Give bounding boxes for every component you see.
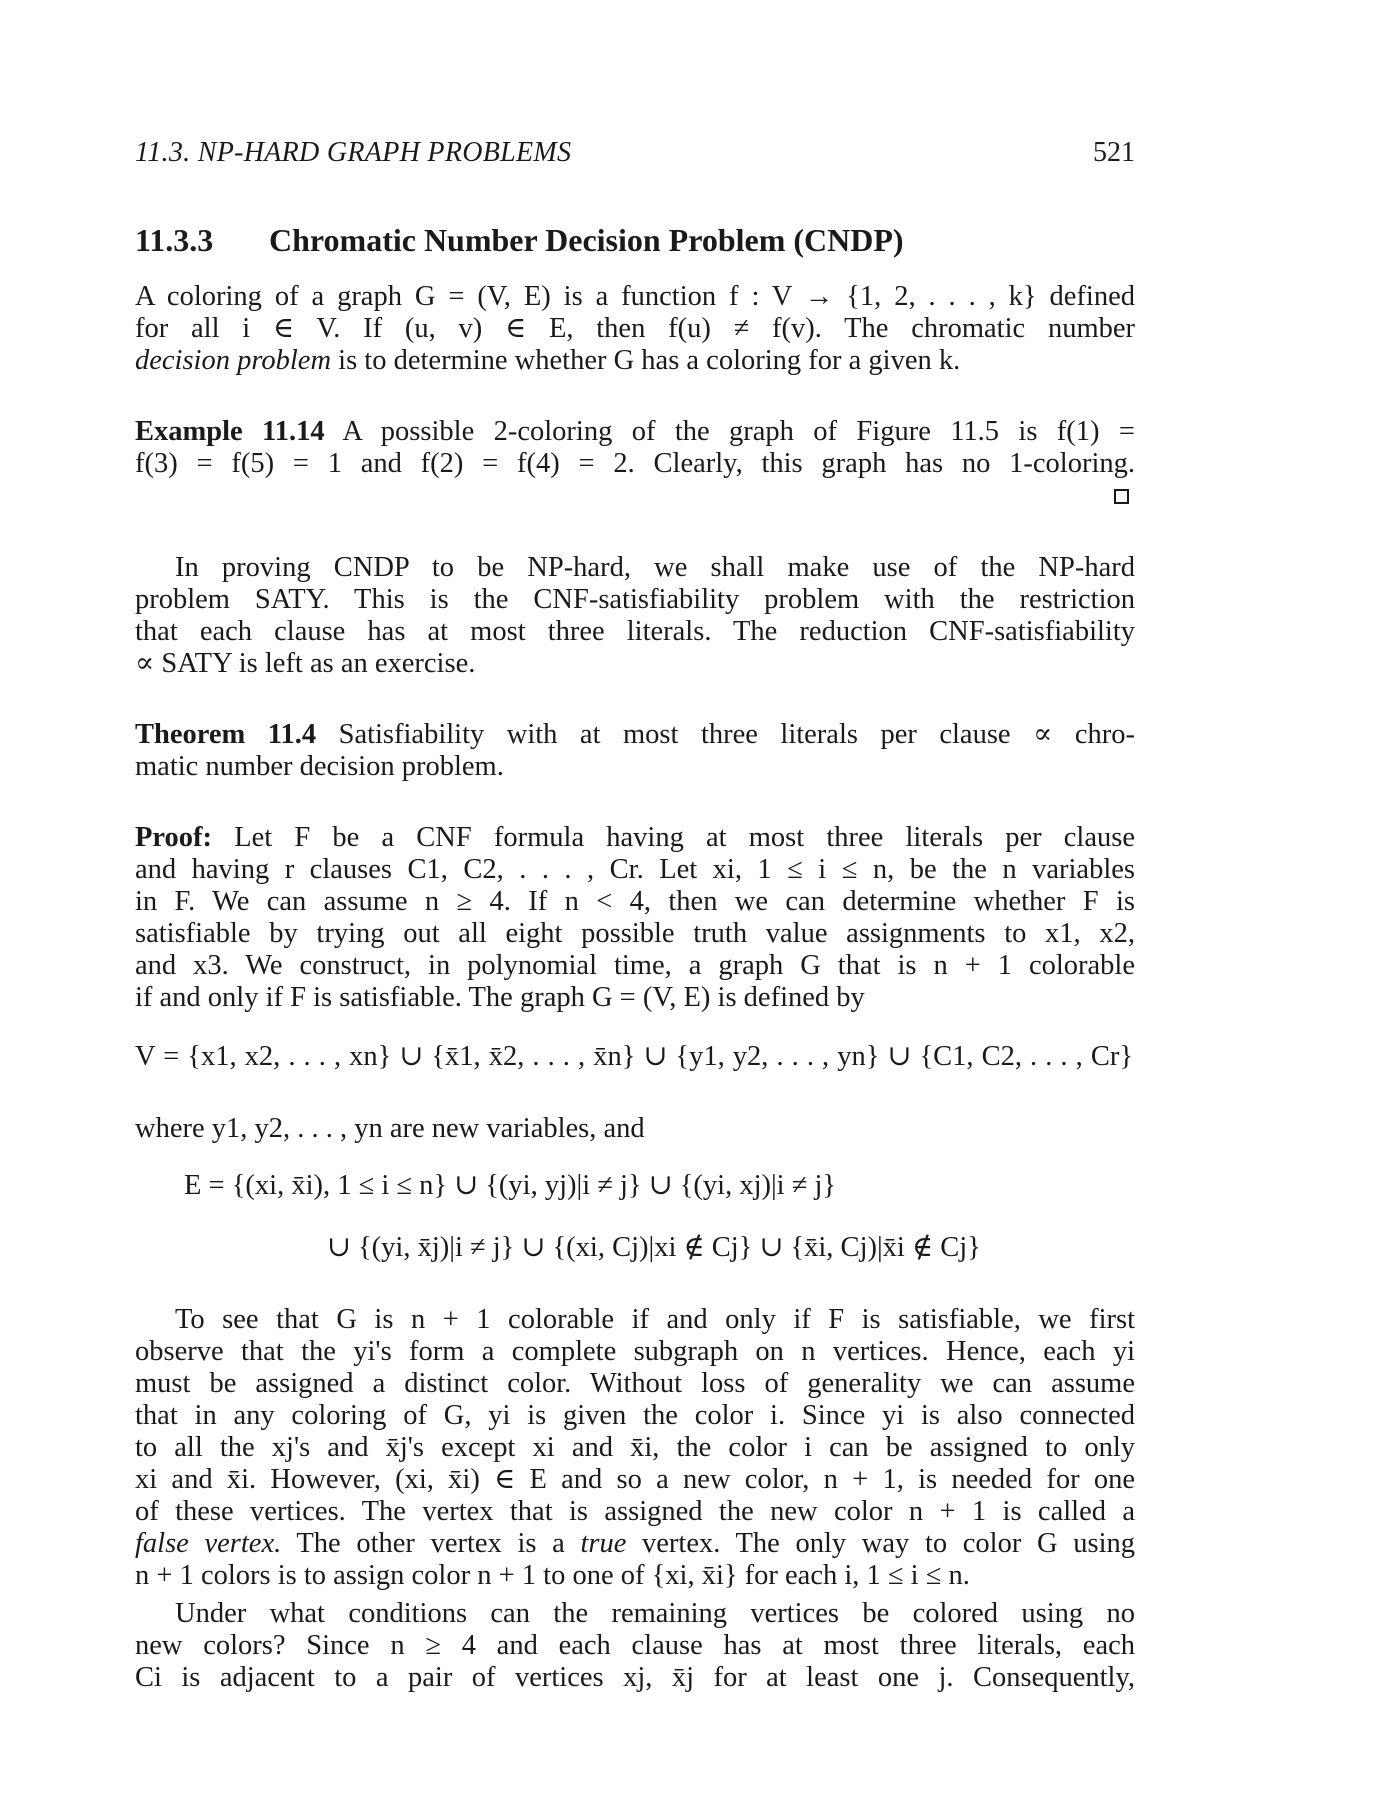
proof-line-1 xyxy=(135,821,1135,854)
proof-line-2: and having r clauses C1, C2, . . . , Cr. Let xi, 1 ≤ i ≤ n, be the n variables xyxy=(135,854,1135,885)
color-line-7: of these vertices. The vertex that is assigned the new color n + 1 is called a xyxy=(135,1496,1135,1527)
example-text-1: A possible 2-coloring of the graph of Figure 11.5 is f(1) = xyxy=(324,416,1135,447)
where-line: where y1, y2, . . . , yn are new variables, and xyxy=(135,1113,645,1144)
proof-line-3: in F. We can assume n ≥ 4. If n < 4, then we can determine whether F is xyxy=(135,886,1135,917)
saty-line-1: In proving CNDP to be NP-hard, we shall make use of the NP-hard xyxy=(175,552,1135,583)
page-number: 521 xyxy=(1093,137,1135,168)
theorem-line-1 xyxy=(135,718,1135,751)
example-line-2: f(3) = f(5) = 1 and f(2) = f(4) = 2. Clearly, this graph has no 1-coloring. xyxy=(135,448,1135,479)
saty-line-2: problem SATY. This is the CNF-satisfiability problem with the restriction xyxy=(135,584,1135,615)
proof-line-5: and x3. We construct, in polynomial time, a graph G that is n + 1 colorable xyxy=(135,950,1135,981)
intro-line-3 xyxy=(135,344,1135,377)
intro-emphasis: decision problem xyxy=(135,345,332,376)
example-line-1 xyxy=(135,415,1135,448)
color-line-4: that in any coloring of G, yi is given the color i. Since yi is also connected xyxy=(135,1400,1135,1431)
theorem-line-2: matic number decision problem. xyxy=(135,751,504,782)
false-vertex-term: false vertex. xyxy=(135,1528,282,1559)
color-line-2: observe that the yi's form a complete subgraph on n vertices. Hence, each yi xyxy=(135,1336,1135,1367)
color-line-3: must be assigned a distinct color. Without loss of generality we can assume xyxy=(135,1368,1135,1399)
color-line-1: To see that G is n + 1 colorable if and only if F is satisfiable, we first xyxy=(175,1304,1135,1335)
proof-line-4: satisfiable by trying out all eight possible truth value assignments to x1, x2, xyxy=(135,918,1135,949)
saty-line-4: ∝ SATY is left as an exercise. xyxy=(135,648,476,679)
color-line-6: xi and x̄i. However, (xi, x̄i) ∈ E and so a new color, n + 1, is needed for one xyxy=(135,1464,1135,1495)
intro-line-3-rest: is to determine whether G has a coloring for a given k. xyxy=(331,345,961,376)
running-head: 11.3. NP-HARD GRAPH PROBLEMS xyxy=(135,137,572,168)
color-line-9: n + 1 colors is to assign color n + 1 to one of {xi, x̄i} for each i, 1 ≤ i ≤ n. xyxy=(135,1560,970,1591)
color-line-8-mid: The other vertex is a xyxy=(281,1528,581,1559)
example-label: Example 11.14 xyxy=(135,416,325,447)
under-line-1: Under what conditions can the remaining vertices be colored using no xyxy=(175,1598,1135,1629)
saty-line-3: that each clause has at most three literals. The reduction CNF-satisfiability xyxy=(135,616,1135,647)
vertex-set-equation: V = {x1, x2, . . . , xn} ∪ {x̄1, x̄2, . . . , x̄n} ∪ {y1, y2, . . . , yn} ∪ {C1, C2, . . . , Cr} xyxy=(135,1041,1133,1072)
theorem-text-1: Satisfiability with at most three literals per clause ∝ chro- xyxy=(316,719,1135,750)
section-heading xyxy=(135,222,904,259)
section-number: 11.3.3 xyxy=(135,222,214,258)
edge-set-equation-1: E = {(xi, x̄i), 1 ≤ i ≤ n} ∪ {(yi, yj)|i ≠ j} ∪ {(yi, xj)|i ≠ j} xyxy=(184,1170,837,1201)
proof-line-6: if and only if F is satisfiable. The graph G = (V, E) is defined by xyxy=(135,982,865,1013)
end-of-example-square xyxy=(1114,489,1129,504)
color-line-8-rest: vertex. The only way to color G using xyxy=(626,1528,1135,1559)
theorem-label: Theorem 11.4 xyxy=(135,719,317,750)
intro-line-1: A coloring of a graph G = (V, E) is a function f : V → {1, 2, . . . , k} defined xyxy=(135,281,1135,312)
under-line-3: Ci is adjacent to a pair of vertices xj, x̄j for at least one j. Consequently, xyxy=(135,1662,1135,1693)
proof-label: Proof: xyxy=(135,822,213,853)
intro-line-2: for all i ∈ V. If (u, v) ∈ E, then f(u) ≠ f(v). The chromatic number xyxy=(135,313,1135,344)
true-vertex-term: true xyxy=(580,1528,627,1559)
color-line-5: to all the xj's and x̄j's except xi and x̄i, the color i can be assigned to only xyxy=(135,1432,1135,1463)
edge-set-equation-2: ∪ {(yi, x̄j)|i ≠ j} ∪ {(xi, Cj)|xi ∉ Cj} ∪ {x̄i, Cj)|x̄i ∉ Cj} xyxy=(327,1232,981,1263)
section-title: Chromatic Number Decision Problem (CNDP) xyxy=(269,222,904,258)
under-line-2: new colors? Since n ≥ 4 and each clause has at most three literals, each xyxy=(135,1630,1135,1661)
proof-text-1: Let F be a CNF formula having at most three literals per clause xyxy=(212,822,1135,853)
color-line-8 xyxy=(135,1527,1135,1560)
